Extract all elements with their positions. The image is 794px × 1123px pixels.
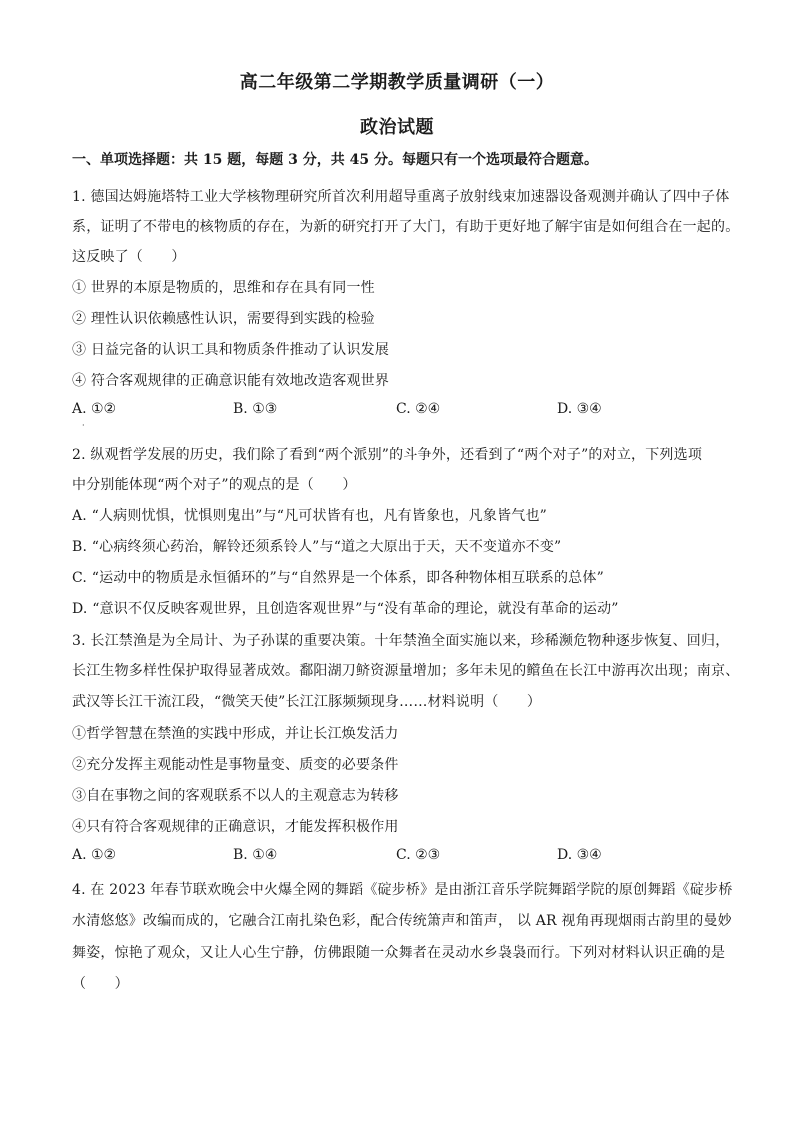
question-line: 长江生物多样性保护取得显著成效。鄱阳湖刀鲚资源量增加；多年未见的鳤鱼在长江中游再次出现；南京、: [72, 663, 740, 679]
option-d: D. “意识不仅反映客观世界，且创造客观世界”与“没有革命的理论，就没有革命的运动”: [72, 601, 619, 617]
question-line: 3. 长江禁渔是为全局计、为子孙谋的重要决策。十年禁渔全面实施以来，珍稀濒危物种逐步恢复、回归，: [72, 633, 730, 649]
statement-2: ②充分发挥主观能动性是事物量变、质变的必要条件: [72, 757, 399, 773]
option-d: D. ③④: [557, 847, 602, 863]
question-line: 系，证明了不带电的核物质的存在，为新的研究打开了大门，有助于更好地了解宇宙是如何组合在一起的。: [72, 219, 740, 235]
option-c: C. “运动中的物质是永恒循环的”与“自然界是一个体系，即各种物体相互联系的总体”: [72, 570, 604, 586]
statement-3: ③ 日益完备的认识工具和物质条件推动了认识发展: [72, 342, 390, 358]
option-a: A. ①②: [72, 847, 117, 863]
option-c: C. ②④: [396, 401, 441, 417]
question-line: 舞姿，惊艳了观众，又让人心生宁静，仿佛跟随一众舞者在灵动水乡袅袅而行。下列对材料认识正确的是: [72, 945, 726, 961]
question-line: （ ）: [72, 976, 129, 992]
statement-1: ①哲学智慧在禁渔的实践中形成，并让长江焕发活力: [72, 726, 399, 742]
statement-3: ③自在事物之间的客观联系不以人的主观意志为转移: [72, 788, 399, 804]
option-a: A. “人病则忧惧，忧惧则鬼出”与“凡可状皆有也，凡有皆象也，凡象皆气也”: [72, 508, 548, 524]
statement-4: ④ 符合客观规律的正确意识能有效地改造客观世界: [72, 373, 390, 389]
question-line: 中分别能体现“两个对子”的观点的是（ ）: [72, 477, 357, 493]
page-title: 高二年级第二学期教学质量调研（一）: [239, 72, 555, 93]
statement-2: ② 理性认识依赖感性认识，需要得到实践的检验: [72, 311, 375, 327]
question-line: 这反映了（ ）: [72, 249, 186, 265]
statement-4: ④只有符合客观规律的正确意识，才能发挥积极作用: [72, 819, 399, 835]
question-line: 4. 在 2023 年春节联欢晚会中火爆全网的舞蹈《碇步桥》是由浙江音乐学院舞蹈学院的原创舞蹈《碇步桥: [72, 882, 733, 898]
question-line: 1. 德国达姆施塔特工业大学核物理研究所首次利用超导重离子放射线束加速器设备观测并确认了四中子体: [72, 189, 730, 205]
question-line: 水清悠悠》改编而成的，它融合江南扎染色彩，配合传统箫声和笛声， 以 AR 视角再现烟雨古韵里的曼妙: [72, 913, 732, 929]
option-b: B. ①④: [233, 847, 278, 863]
option-d: D. ③④: [557, 401, 602, 417]
section-heading: 一、单项选择题：共 15 题，每题 3 分，共 45 分。每题只有一个选项最符合题意。: [72, 152, 598, 168]
option-b: B. ①③: [233, 401, 278, 417]
option-a: A. ①②: [72, 401, 117, 417]
statement-1: ① 世界的本原是物质的，思维和存在具有同一性: [72, 280, 375, 296]
stray-mark: ·: [82, 421, 85, 430]
question-line: 2. 纵观哲学发展的历史，我们除了看到“两个派别”的斗争外，还看到了“两个对子”的对立，下列选项: [72, 447, 703, 463]
question-line: 武汉等长江干流江段，“微笑天使”长江江豚频频现身……材料说明（ ）: [72, 694, 542, 710]
option-c: C. ②③: [396, 847, 441, 863]
page-subtitle: 政治试题: [360, 117, 434, 138]
option-b: B. “心病终须心药治，解铃还须系铃人”与“道之大原出于天，天不变道亦不变”: [72, 539, 562, 555]
